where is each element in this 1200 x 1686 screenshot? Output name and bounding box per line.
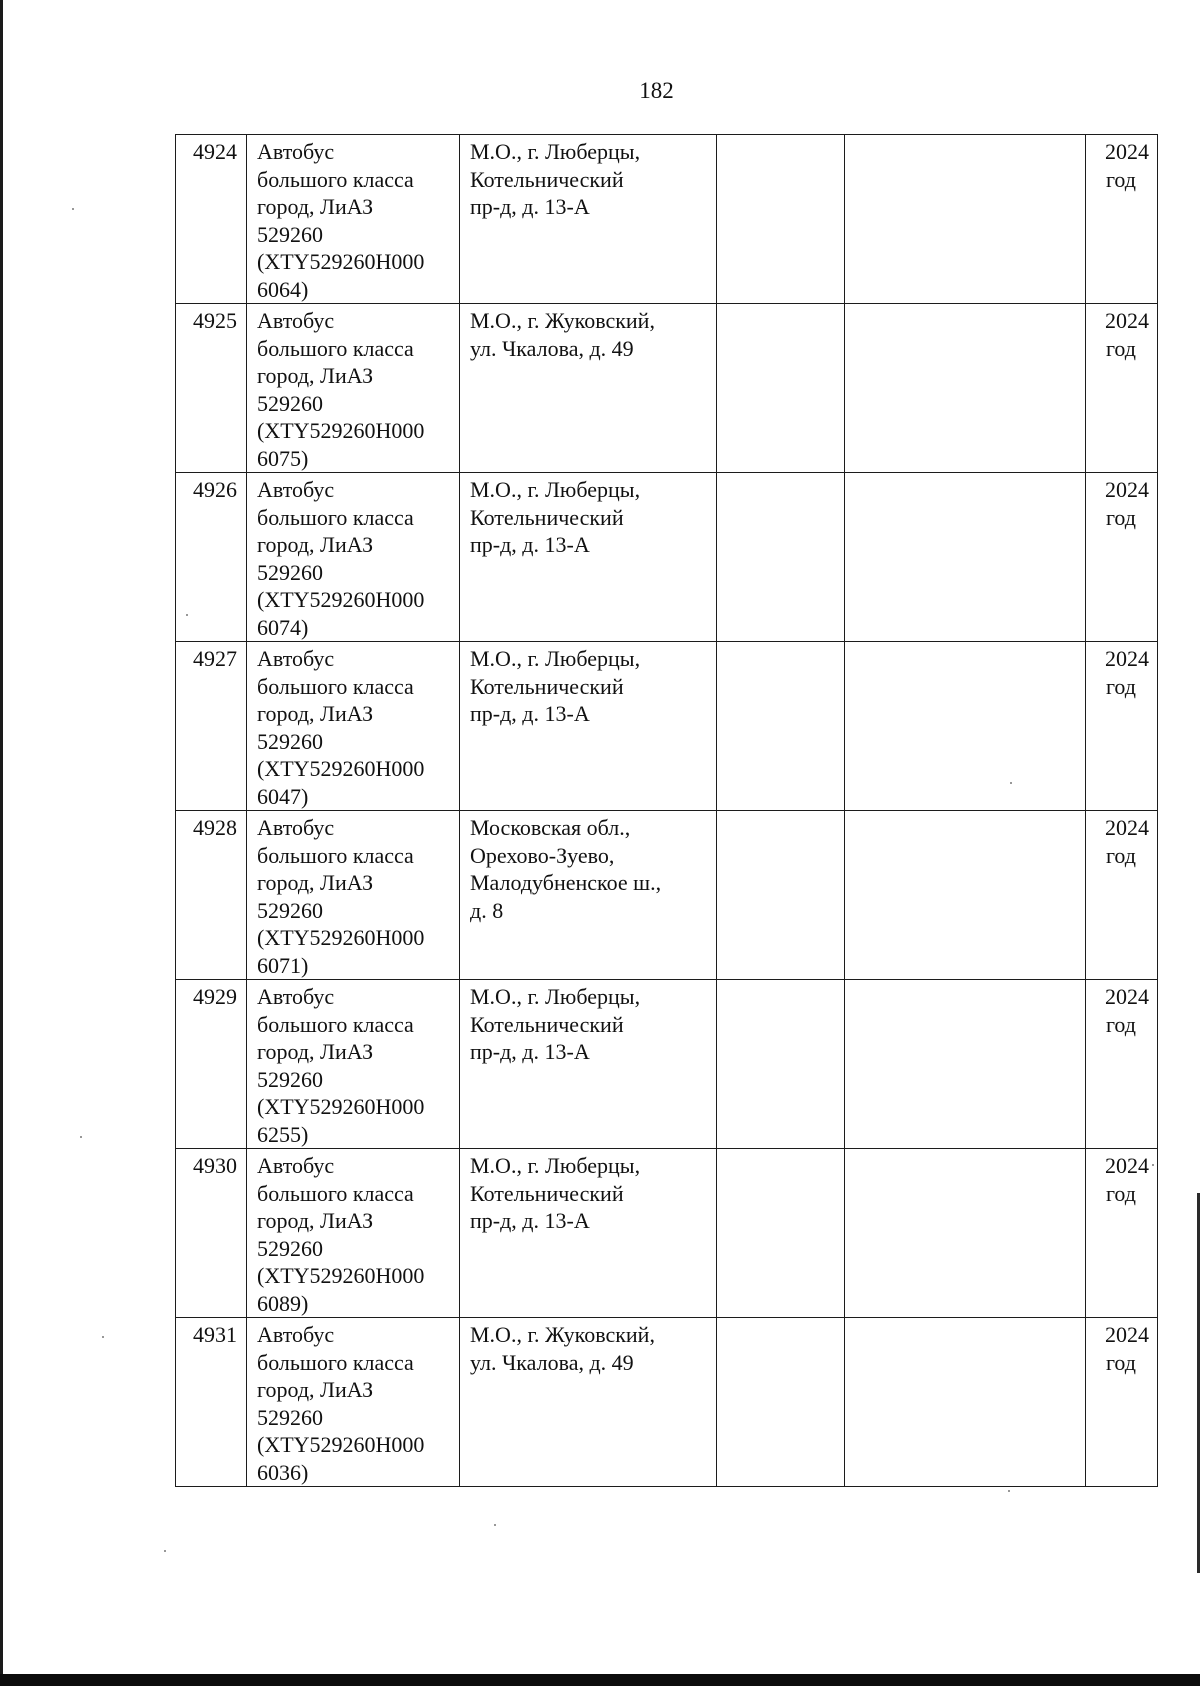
year-cell [1086, 304, 1158, 473]
year-value: 2024 [1105, 477, 1149, 502]
address-line: М.О., г. Жуковский, [470, 1322, 655, 1347]
vehicle-description-line: город, ЛиАЗ [257, 1039, 374, 1064]
address-line: Котельнический [470, 166, 624, 192]
year-value: 2024 [1105, 1153, 1149, 1178]
vehicle-description-line: 529260 [257, 1404, 323, 1430]
empty-cell-4 [717, 135, 845, 304]
vehicle-description-line: 529260 [257, 1235, 323, 1261]
vehicle-description-line: Автобус [257, 477, 335, 502]
row-number-cell: 4929 [176, 980, 247, 1149]
address-cell [460, 642, 717, 811]
year-unit: год [1105, 1349, 1136, 1375]
empty-cell-5 [845, 473, 1086, 642]
year-unit: год [1105, 166, 1136, 192]
page-number: 182 [639, 78, 674, 103]
year-cell [1086, 811, 1158, 980]
address-line: М.О., г. Люберцы, [470, 477, 641, 502]
empty-cell-5 [845, 642, 1086, 811]
vehicle-description-line: Автобус [257, 308, 335, 333]
vehicle-description-line: 6089) [257, 1290, 309, 1316]
vehicle-description-line: большого класса [257, 1011, 414, 1037]
year-unit: год [1105, 1180, 1136, 1206]
address-cell [460, 304, 717, 473]
vehicle-description-line: 6075) [257, 445, 309, 471]
year-value: 2024 [1105, 139, 1149, 164]
address-line: М.О., г. Люберцы, [470, 1153, 641, 1178]
vehicle-description-line: (XTY529260H000 [257, 925, 425, 950]
vehicle-description-line: город, ЛиАЗ [257, 532, 374, 557]
row-number-cell: 4927 [176, 642, 247, 811]
address-line: Орехово-Зуево, [470, 842, 615, 868]
table-row [176, 811, 1158, 980]
empty-cell-5 [845, 1149, 1086, 1318]
address-line: д. 8 [470, 897, 504, 923]
scan-speck [164, 1550, 166, 1552]
year-cell [1086, 642, 1158, 811]
vehicle-description-line: 6064) [257, 276, 309, 302]
row-number-cell: 4924 [176, 135, 247, 304]
vehicle-description-line: 529260 [257, 221, 323, 247]
empty-cell-4 [717, 1318, 845, 1487]
address-line: Котельнический [470, 1011, 624, 1037]
vehicle-description-line: (XTY529260H000 [257, 587, 425, 612]
table-row [176, 642, 1158, 811]
vehicle-description-line: 529260 [257, 390, 323, 416]
table-row [176, 980, 1158, 1149]
table-row [176, 1149, 1158, 1318]
year-value: 2024 [1105, 984, 1149, 1009]
vehicle-description-cell [247, 642, 460, 811]
address-cell [460, 473, 717, 642]
vehicle-description-line: город, ЛиАЗ [257, 1377, 374, 1402]
year-value: 2024 [1105, 815, 1149, 840]
vehicle-description-line: (XTY529260H000 [257, 249, 425, 274]
address-line: пр-д, д. 13-А [470, 1039, 590, 1064]
address-cell [460, 1149, 717, 1318]
address-line: Котельнический [470, 504, 624, 530]
row-number-cell: 4926 [176, 473, 247, 642]
address-line: пр-д, д. 13-А [470, 532, 590, 557]
vehicle-description-line: 6071) [257, 952, 309, 978]
vehicle-description-line: Автобус [257, 1153, 335, 1178]
empty-cell-4 [717, 642, 845, 811]
address-cell [460, 811, 717, 980]
empty-cell-5 [845, 304, 1086, 473]
vehicle-description-line: большого класса [257, 673, 414, 699]
scan-speck [80, 1136, 82, 1138]
row-number-cell: 4928 [176, 811, 247, 980]
address-line: ул. Чкалова, д. 49 [470, 335, 634, 361]
year-value: 2024 [1105, 646, 1149, 671]
address-cell [460, 135, 717, 304]
row-number-cell: 4930 [176, 1149, 247, 1318]
empty-cell-5 [845, 980, 1086, 1149]
vehicle-description-line: 6255) [257, 1121, 309, 1147]
address-line: М.О., г. Люберцы, [470, 646, 641, 671]
row-number-cell: 4931 [176, 1318, 247, 1487]
year-cell [1086, 135, 1158, 304]
vehicle-description-line: 529260 [257, 559, 323, 585]
vehicle-description-line: большого класса [257, 842, 414, 868]
address-cell [460, 980, 717, 1149]
vehicle-description-line: большого класса [257, 504, 414, 530]
year-value: 2024 [1105, 1322, 1149, 1347]
year-unit: год [1105, 842, 1136, 868]
table-row [176, 135, 1158, 304]
empty-cell-5 [845, 135, 1086, 304]
vehicle-description-line: 6047) [257, 783, 309, 809]
vehicle-description-line: город, ЛиАЗ [257, 701, 374, 726]
vehicle-description-line: (XTY529260H000 [257, 756, 425, 781]
address-line: пр-д, д. 13-А [470, 1208, 590, 1233]
address-line: Малодубненское ш., [470, 870, 662, 895]
vehicle-description-cell [247, 1318, 460, 1487]
address-line: Котельнический [470, 1180, 624, 1206]
vehicle-description-line: 6074) [257, 614, 309, 640]
year-unit: год [1105, 673, 1136, 699]
empty-cell-5 [845, 1318, 1086, 1487]
vehicle-description-cell [247, 473, 460, 642]
empty-cell-4 [717, 473, 845, 642]
vehicle-description-line: (XTY529260H000 [257, 418, 425, 443]
empty-cell-4 [717, 980, 845, 1149]
vehicle-description-line: 6036) [257, 1459, 309, 1485]
address-line: М.О., г. Люберцы, [470, 984, 641, 1009]
table-row [176, 304, 1158, 473]
address-line: Московская обл., [470, 815, 631, 840]
empty-cell-4 [717, 304, 845, 473]
vehicle-description-line: большого класса [257, 1180, 414, 1206]
vehicle-description-line: Автобус [257, 646, 335, 671]
address-line: М.О., г. Жуковский, [470, 308, 655, 333]
vehicle-description-cell [247, 811, 460, 980]
vehicle-description-cell [247, 980, 460, 1149]
vehicle-description-line: 529260 [257, 728, 323, 754]
vehicle-description-cell [247, 1149, 460, 1318]
vehicle-description-line: 529260 [257, 1066, 323, 1092]
empty-cell-4 [717, 1149, 845, 1318]
year-cell [1086, 980, 1158, 1149]
empty-cell-4 [717, 811, 845, 980]
vehicle-description-line: Автобус [257, 139, 335, 164]
vehicle-description-line: город, ЛиАЗ [257, 363, 374, 388]
address-line: М.О., г. Люберцы, [470, 139, 641, 164]
table-row [176, 473, 1158, 642]
vehicle-description-cell [247, 135, 460, 304]
vehicle-description-line: большого класса [257, 335, 414, 361]
address-line: пр-д, д. 13-А [470, 701, 590, 726]
vehicle-description-line: 529260 [257, 897, 323, 923]
scan-speck [1008, 1490, 1010, 1492]
vehicle-description-line: большого класса [257, 1349, 414, 1375]
year-unit: год [1105, 1011, 1136, 1037]
scan-speck [72, 208, 74, 210]
scan-speck [102, 1336, 104, 1338]
year-cell [1086, 1149, 1158, 1318]
vehicle-description-line: (XTY529260H000 [257, 1094, 425, 1119]
scan-speck [494, 1524, 496, 1526]
vehicle-description-line: город, ЛиАЗ [257, 870, 374, 895]
address-line: Котельнический [470, 673, 624, 699]
scan-edge-left [0, 0, 3, 1686]
year-cell [1086, 473, 1158, 642]
row-number-cell: 4925 [176, 304, 247, 473]
address-line: пр-д, д. 13-А [470, 194, 590, 219]
table-row [176, 1318, 1158, 1487]
vehicle-description-line: Автобус [257, 984, 335, 1009]
table-body [176, 135, 1158, 1487]
vehicle-registry-table [175, 134, 1158, 1487]
vehicle-description-line: Автобус [257, 1322, 335, 1347]
empty-cell-5 [845, 811, 1086, 980]
vehicle-description-line: город, ЛиАЗ [257, 194, 374, 219]
vehicle-description-line: (XTY529260H000 [257, 1263, 425, 1288]
year-unit: год [1105, 335, 1136, 361]
year-value: 2024 [1105, 308, 1149, 333]
vehicle-description-line: большого класса [257, 166, 414, 192]
address-cell [460, 1318, 717, 1487]
vehicle-description-cell [247, 304, 460, 473]
year-cell [1086, 1318, 1158, 1487]
vehicle-description-line: Автобус [257, 815, 335, 840]
year-unit: год [1105, 504, 1136, 530]
address-line: ул. Чкалова, д. 49 [470, 1349, 634, 1375]
vehicle-description-line: (XTY529260H000 [257, 1432, 425, 1457]
vehicle-description-line: город, ЛиАЗ [257, 1208, 374, 1233]
scan-edge-bottom [0, 1674, 1200, 1686]
